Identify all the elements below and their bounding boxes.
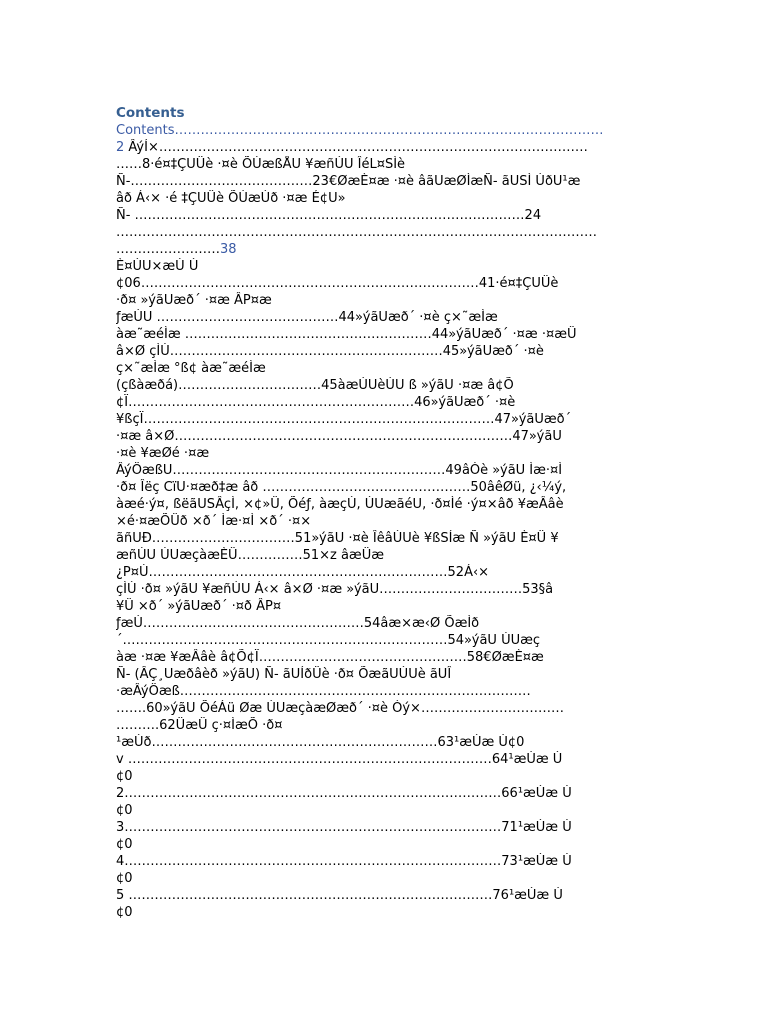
toc-line-text: Ñ- ………………………………………………………………………………24	[116, 208, 542, 223]
toc-line-text: Ñ- (ÂÇ¸Uæðâèð »ýãU) Ñ- ãUÍðÜè ·ð¤ ÕæãUÚUè ãUÎ	[116, 667, 452, 682]
toc-line[interactable]	[116, 717, 652, 734]
toc-line-text: ãñUÐ……………………………51»ýãU ·¤è ÎêâÚUè ¥ßSÍæ Ñ »ýãU È¤Ü ¥	[116, 531, 559, 546]
toc-line-text: Ñ-……………………………………23€ØæÈ¤æ ·¤è âãUæØÌæÑ- ãUSÌ ÚðU¹æ	[116, 174, 581, 189]
toc-line-text: ¢06……………………………………………………………………41·é¤‡ÇUÜè	[116, 276, 559, 291]
toc-line-text: 2	[116, 140, 129, 155]
toc-line[interactable]	[116, 292, 652, 309]
toc-line[interactable]	[116, 547, 652, 564]
toc-line[interactable]	[116, 241, 652, 258]
toc-line-text: âð Á‹× ·é ‡ÇUÜè ÕÙæÙð ·¤æ É¢U»	[116, 191, 346, 206]
toc-line-text: ¥Ü ×ð´ »ýãUæð´ ·¤ð ÂP¤	[116, 599, 282, 614]
toc-line[interactable]	[116, 156, 652, 173]
toc-line[interactable]	[116, 819, 652, 836]
toc-line[interactable]	[116, 887, 652, 904]
contents-heading: Contents	[116, 105, 185, 121]
toc-line-text: ·ð¤ »ýãUæð´ ·¤æ ÂP¤æ	[116, 293, 272, 308]
toc-line-text: àæé·ý¤, ßëãUSÂçÌ, ×¢»Ü, Õéƒ, àæçÙ, ÚUæãéU, ·ð¤Ìé ·ý¤×âð ¥æÂâè	[116, 497, 564, 512]
toc-line-text: 4……………………………………………………………………………73¹æÙæ Ù	[116, 854, 572, 869]
toc-line[interactable]	[116, 666, 652, 683]
toc-line-text: ¿P¤Ú……………………………………………………………52Á‹×	[116, 565, 490, 580]
toc-line[interactable]	[116, 326, 652, 343]
toc-line-text: ……8·é¤‡ÇUÜè ·¤è ÕÙæßÅU ¥æñÚU ÎéL¤SÌè	[116, 157, 406, 172]
toc-line-text: ÂýÖæßU………………………………………………………49âÒè »ýãU Ìæ·¤Ì	[116, 463, 563, 478]
toc-page-link[interactable]: 38	[220, 242, 237, 257]
toc-line-text: ·æÂýÖæß………………………………………………………………………	[116, 684, 531, 699]
toc-line-text: ·ð¤ Îëç CïU·¤æð‡æ âð …………………………………………50âêØü, ¿‹¼ý,	[116, 480, 567, 495]
toc-line-text: ·¤è ¥æØé ·¤æ	[116, 446, 210, 461]
toc-line[interactable]	[116, 683, 652, 700]
toc-line[interactable]	[116, 122, 652, 139]
toc-line-text: ¢0	[116, 769, 133, 784]
toc-line-text: ¢0	[116, 803, 133, 818]
toc-line[interactable]	[116, 445, 652, 462]
toc-line-text: ´…………………………………………………………………54»ýãU ÚUæç	[116, 633, 541, 648]
toc-line[interactable]	[116, 632, 652, 649]
toc-line-text: àæ˜æéÌæ …………………………………………………44»ýãUæð´ ·¤æ ·¤æÜ	[116, 327, 577, 342]
toc-line[interactable]	[116, 309, 652, 326]
toc-line[interactable]	[116, 649, 652, 666]
toc-line-text: ƒæÚU ……………………………………44»ýãUæð´ ·¤è ç×˜æÌæ	[116, 310, 498, 325]
toc-line-text: ·¤æ â×Ø……………………………………………………………………47»ýãU	[116, 429, 562, 444]
toc-line[interactable]	[116, 411, 652, 428]
toc-line[interactable]	[116, 173, 652, 190]
toc-line[interactable]	[116, 258, 652, 275]
toc-line-text: 5 …………………………………………………………………………76¹æÙæ Ù	[116, 888, 563, 903]
toc-line-text: ¢Ï…………………………………………………………46»ýãUæð´ ·¤è	[116, 395, 516, 410]
toc-line-text: È¤ÚU×æÙ Ù	[116, 259, 199, 274]
toc-line-text: …………………………………………………………………………………………………	[116, 225, 597, 240]
toc-line[interactable]	[116, 870, 652, 887]
toc-line-rest: ÂýÍ×………………………………………………………………………………………	[128, 140, 588, 155]
toc-line-text: v …………………………………………………………………………64¹æÙæ Ù	[116, 752, 563, 767]
toc-line[interactable]	[116, 530, 652, 547]
toc-line[interactable]	[116, 377, 652, 394]
toc-line[interactable]	[116, 139, 652, 156]
toc-line-text: ¢0	[116, 871, 133, 886]
toc-line[interactable]	[116, 581, 652, 598]
toc-line[interactable]	[116, 462, 652, 479]
toc-line[interactable]	[116, 343, 652, 360]
toc-line-text: ×é·¤æÕÜð ×ð´ Ìæ·¤Ì ×ð´ ·¤×	[116, 514, 312, 529]
toc-line-text: 3……………………………………………………………………………71¹æÙæ Ù	[116, 820, 572, 835]
toc-line-text: æñÚU ÚUæçàæÈÜ……………51×z âæÜæ	[116, 548, 384, 563]
toc-line[interactable]	[116, 275, 652, 292]
toc-line[interactable]	[116, 190, 652, 207]
toc-line-text: ……………………	[116, 242, 220, 257]
toc-line-text: ¢0	[116, 905, 133, 920]
toc-line[interactable]	[116, 751, 652, 768]
toc-line[interactable]	[116, 598, 652, 615]
toc-line[interactable]	[116, 224, 652, 241]
toc-line[interactable]	[116, 904, 652, 921]
toc-line[interactable]	[116, 394, 652, 411]
toc-line[interactable]	[116, 802, 652, 819]
toc-line[interactable]	[116, 479, 652, 496]
toc-line[interactable]	[116, 785, 652, 802]
toc-line[interactable]	[116, 615, 652, 632]
document-page	[116, 104, 652, 921]
toc-line[interactable]	[116, 207, 652, 224]
toc-line-text: ¢0	[116, 837, 133, 852]
toc-line-text: ¹æÙð…………………………………………………………63¹æÙæ Ù¢0	[116, 735, 525, 750]
toc-line[interactable]	[116, 700, 652, 717]
toc-line[interactable]	[116, 768, 652, 785]
table-of-contents	[116, 122, 652, 921]
toc-line-text: (çßàæðá)……………………………45àæÚUèÚU ß »ýãU ·¤æ â¢Õ	[116, 378, 514, 393]
toc-line-text: ¥ßçÏ………………………………………………………………………47»ýãUæð´	[116, 412, 572, 427]
toc-line-text: â×Ø çÌÙ………………………………………………………45»ýãUæð´ ·¤è	[116, 344, 544, 359]
toc-line-text: àæ ·¤æ ¥æÂâè â¢Õ¢Ï…………………………………………58€ØæÈ¤æ	[116, 650, 544, 665]
toc-line-text: çÌÙ ·ð¤ »ýãU ¥æñÚU Á‹× â×Ø ·¤æ »ýãU……………………………53§â	[116, 582, 554, 597]
toc-line-text: ƒæÚ……………………………………………54âæ×æ‹Ø ÕæÌð	[116, 616, 480, 631]
toc-line[interactable]	[116, 513, 652, 530]
toc-line[interactable]	[116, 564, 652, 581]
toc-line-text: ç×˜æÌæ °ß¢ àæ˜æéÌæ	[116, 361, 266, 376]
toc-line-text: Contents………………………………………………………………………………………	[116, 123, 604, 138]
toc-line-text: …….60»ýãU ÕéÁü Øæ ÚUæçàæØæð´ ·¤è Óý×……………………………	[116, 701, 564, 716]
toc-line[interactable]	[116, 853, 652, 870]
toc-line[interactable]	[116, 496, 652, 513]
toc-line[interactable]	[116, 428, 652, 445]
toc-line[interactable]	[116, 734, 652, 751]
toc-line[interactable]	[116, 836, 652, 853]
toc-line-text: 2……………………………………………………………………………66¹æÙæ Ù	[116, 786, 572, 801]
toc-line-text: ……….62ÜæÜ ç·¤ÌæÕ ·ð¤	[116, 718, 283, 733]
toc-line[interactable]	[116, 360, 652, 377]
